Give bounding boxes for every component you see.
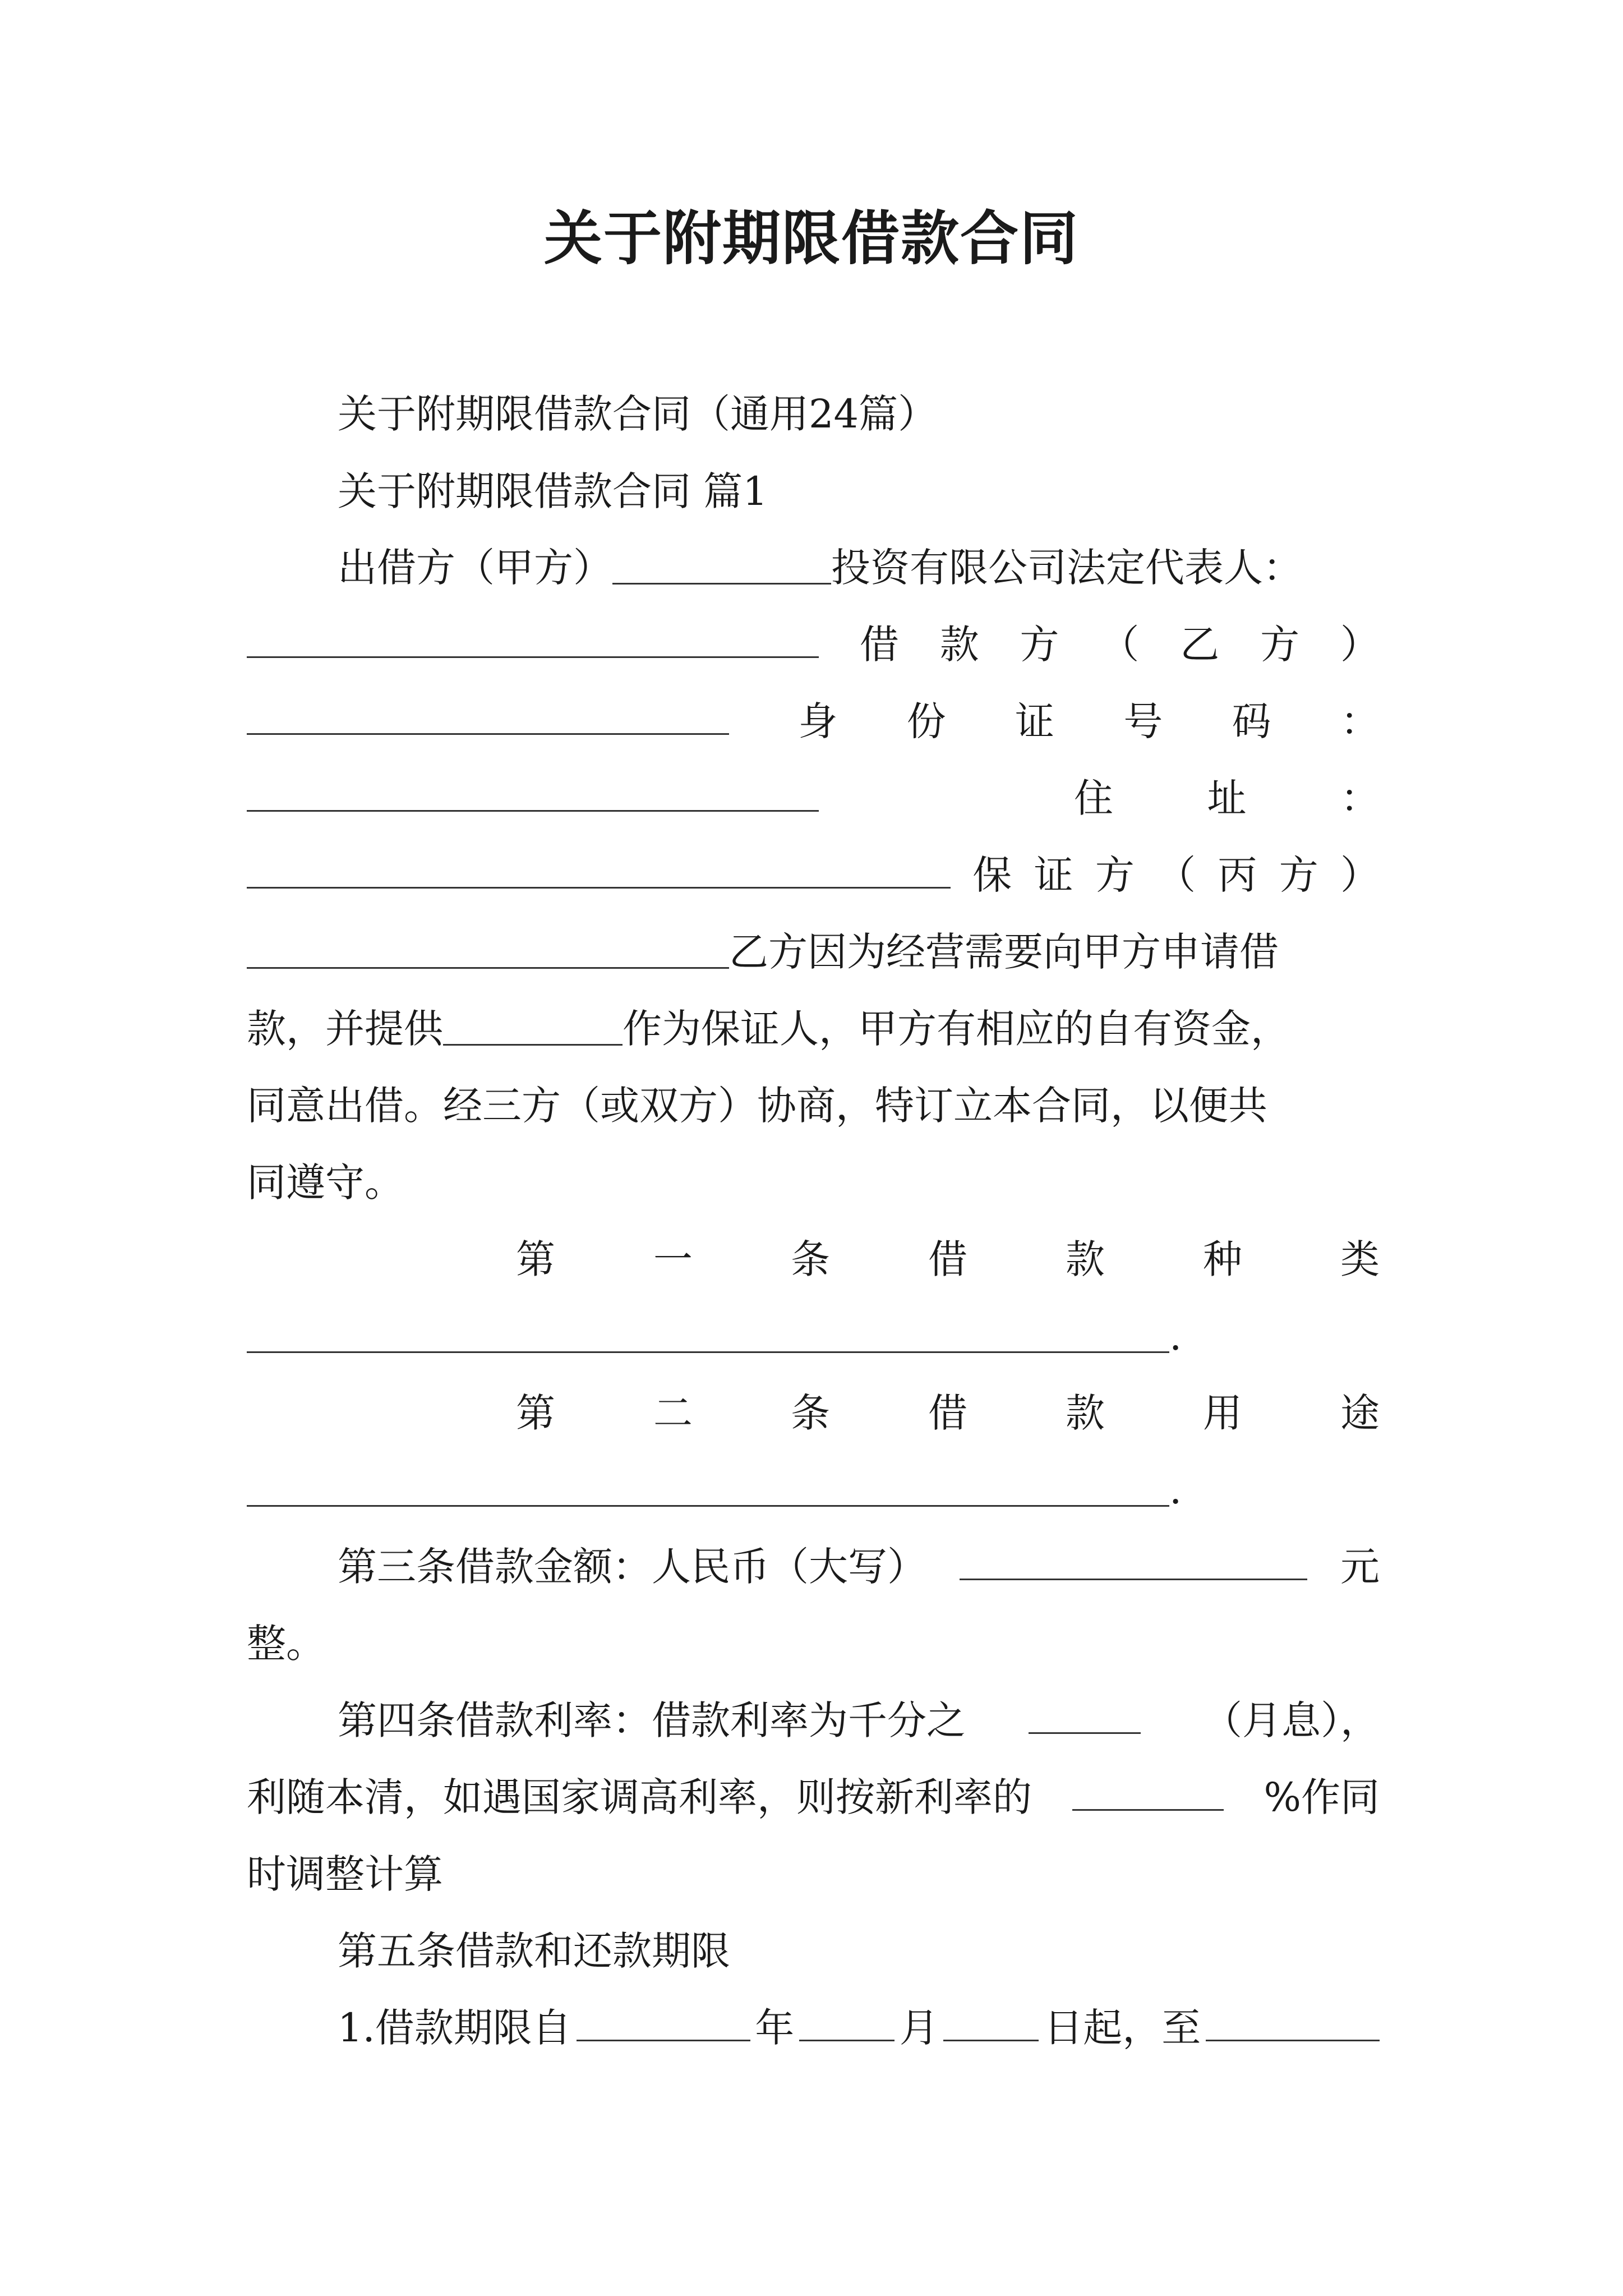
article-2-char: 二	[653, 1390, 693, 1436]
article-1-char: 借	[928, 1236, 967, 1282]
lender-company-label: 投资有限公司法定代表人：	[831, 545, 1302, 591]
lender-line	[247, 540, 1380, 596]
id-label-char: 号	[1123, 698, 1163, 744]
loan-purpose-blank	[247, 1466, 1169, 1507]
loan-type-blank	[247, 1312, 1169, 1353]
borrower-label-char: ）	[1340, 622, 1380, 668]
article-5-item-1	[247, 2000, 1380, 2056]
id-label-char: ：	[1340, 698, 1380, 744]
guarantor-line	[247, 847, 1380, 903]
start-month-blank	[799, 2000, 895, 2041]
lender-blank	[612, 544, 831, 585]
amount-blank	[960, 1539, 1307, 1580]
id-number-line	[247, 693, 1380, 749]
purpose-text: 乙方因为经营需要向甲方申请借	[729, 929, 1279, 975]
id-number-blank	[247, 771, 819, 812]
interest-rate-blank	[1029, 1693, 1141, 1734]
document-subtitle: 关于附期限借款合同（通用24篇）	[338, 391, 938, 437]
article-2-blank-line	[247, 1462, 1380, 1518]
lender-label: 出借方（甲方）	[338, 545, 612, 591]
guarantor-blank	[247, 928, 729, 969]
borrower-label-char: 乙	[1180, 622, 1220, 668]
article-4-line	[247, 1692, 1380, 1749]
address-label-char: 住	[1074, 775, 1113, 821]
borrower-label-char: 款	[939, 622, 979, 668]
guarantor-label-char: （	[1156, 852, 1196, 898]
article-2-char: 借	[928, 1390, 967, 1436]
guarantor-label-char: ）	[1340, 852, 1380, 898]
article-1-char: 类	[1340, 1236, 1380, 1282]
article-4-line-2	[247, 1769, 1380, 1825]
id-label-char: 身	[798, 698, 838, 744]
address-blank	[247, 848, 951, 889]
article-2-char: 条	[791, 1390, 830, 1436]
guarantor-label-char: 保	[972, 852, 1012, 898]
term-start-label: 1.借款期限自	[338, 2005, 571, 2051]
article-5-heading: 第五条借款和还款期限	[338, 1928, 730, 1974]
agreement-line: 同意出借。经三方（或双方）协商，特订立本合同，以便共	[247, 1083, 1267, 1129]
purpose-line	[247, 924, 1380, 980]
article-3-line	[247, 1539, 1380, 1595]
article-4-monthly: （月息），	[1203, 1697, 1380, 1743]
article-1-end: .	[1169, 1313, 1182, 1359]
article-4-text: 第四条借款利率：借款利率为千分之	[338, 1697, 966, 1743]
article-3-text: 第三条借款金额：人民币（大写）	[338, 1544, 926, 1590]
article-1-char: 第	[516, 1236, 555, 1282]
article-4-text-3: %作同	[1264, 1774, 1380, 1820]
guarantor-label-char: 丙	[1218, 852, 1257, 898]
new-rate-blank	[1072, 1770, 1224, 1811]
borrower-label-char: 方	[1020, 622, 1059, 668]
id-label-char: 份	[906, 698, 946, 744]
article-4-end: 时调整计算	[247, 1851, 443, 1897]
guarantee-text-b: 作为保证人，甲方有相应的自有资金，	[623, 1006, 1290, 1052]
end-year-blank	[1206, 2000, 1380, 2041]
article-3-end: 整。	[247, 1621, 325, 1667]
article-2-char: 用	[1203, 1390, 1242, 1436]
month-label: 月	[899, 2005, 939, 2051]
article-1-char: 一	[653, 1236, 693, 1282]
borrower-line	[247, 616, 1380, 673]
article-1-char: 条	[791, 1236, 830, 1282]
guarantee-text-a: 款，并提供	[247, 1006, 443, 1052]
agreement-line-end: 同遵守。	[247, 1159, 404, 1205]
year-label: 年	[755, 2005, 795, 2051]
day-label: 日起，至	[1044, 2005, 1201, 2051]
guarantor-label-char: 方	[1095, 852, 1135, 898]
legal-rep-blank	[247, 617, 819, 658]
start-year-blank	[577, 2000, 750, 2041]
guarantee-blank	[443, 1005, 623, 1046]
address-line	[247, 770, 1380, 826]
guarantee-line	[247, 1001, 1380, 1057]
borrower-label-char: 方	[1260, 622, 1300, 668]
address-label-char: 址	[1207, 775, 1247, 821]
article-2-heading	[247, 1385, 1380, 1441]
article-2-char: 款	[1066, 1390, 1105, 1436]
article-1-blank-line	[247, 1308, 1380, 1364]
start-day-blank	[943, 2000, 1039, 2041]
article-2-char: 第	[516, 1390, 555, 1436]
article-4-text-2: 利随本清，如遇国家调高利率，则按新利率的	[247, 1774, 1032, 1820]
article-2-end: .	[1169, 1467, 1182, 1513]
guarantor-label-char: 证	[1034, 852, 1073, 898]
document-title: 关于附期限借款合同	[543, 204, 1079, 273]
address-label-char: ：	[1340, 775, 1380, 821]
borrower-label-char: 借	[859, 622, 899, 668]
article-1-char: 款	[1066, 1236, 1105, 1282]
id-label-char: 证	[1015, 698, 1054, 744]
article-3-unit: 元	[1340, 1544, 1380, 1590]
article-2-char: 途	[1340, 1390, 1380, 1436]
article-1-heading	[247, 1231, 1380, 1287]
id-label-char: 码	[1232, 698, 1271, 744]
borrower-blank	[247, 694, 729, 735]
borrower-label-char: （	[1100, 622, 1140, 668]
section-heading: 关于附期限借款合同 篇1	[338, 468, 768, 514]
article-1-char: 种	[1203, 1236, 1242, 1282]
guarantor-label-char: 方	[1279, 852, 1318, 898]
